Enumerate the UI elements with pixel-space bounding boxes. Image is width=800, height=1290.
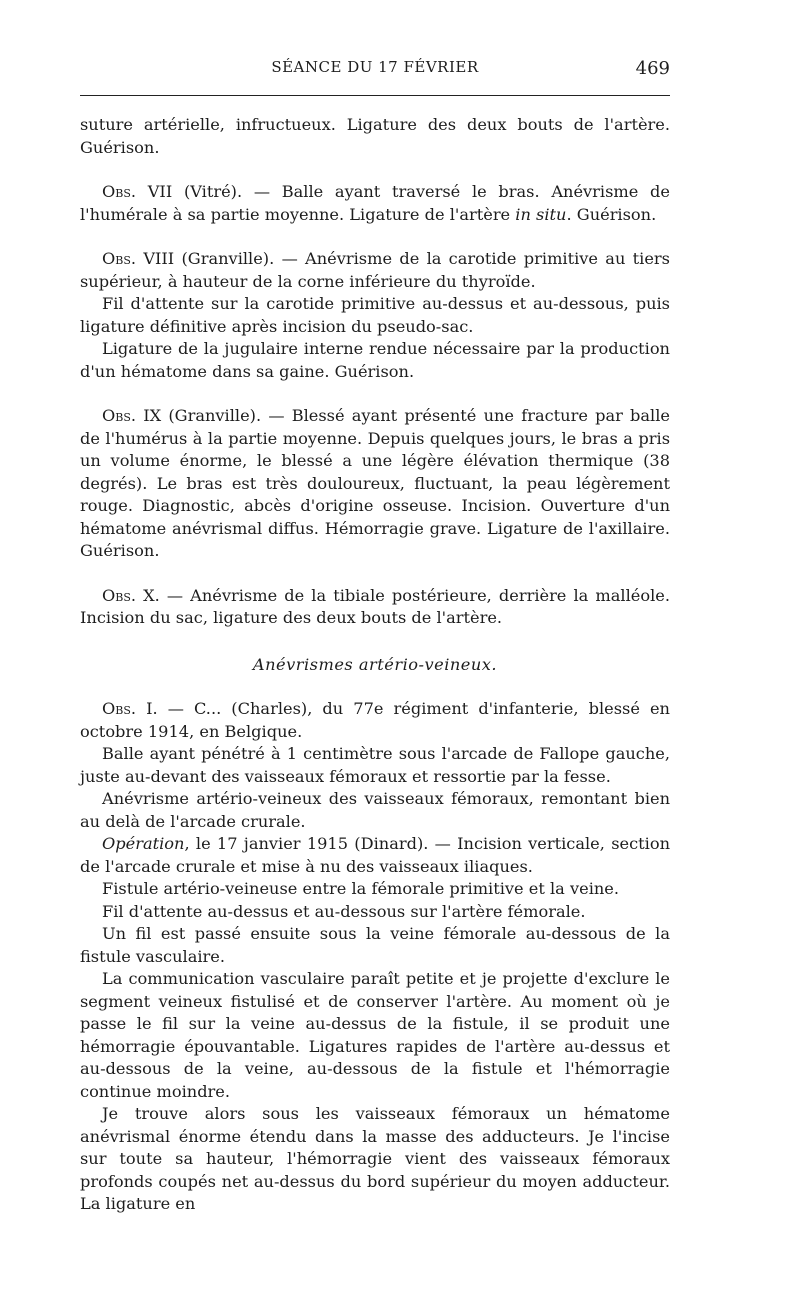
obs-label: Obs. VII (102, 182, 173, 201)
obs-label: Obs. X. (102, 585, 160, 605)
paragraph: Anévrisme artério-veineux des vaisseaux fémoraux, remontant bien au delà de l'arcade crurale. (80, 789, 670, 831)
obs-10: Obs. X. — Anévrisme de la tibiale postérieure, derrière la malléole. Incision du sac, ligature des deux bouts de l'artère. (80, 585, 670, 627)
paragraph: Un fil est passé ensuite sous la veine fémorale au-dessous de la fistule vasculaire. (80, 924, 670, 966)
paragraph: Fil d'attente au-dessus et au-dessous sur l'artère fémorale. (102, 901, 586, 921)
page-number: 469 (635, 58, 670, 79)
operation-label: Opération (102, 834, 185, 853)
obs-9: Obs. IX (Granville). — Blessé ayant présenté une fracture par balle de l'humérus à la partie moyenne. Depuis quelques jours, le bras a pris un volume énorme, le blessé a une légère élévation thermique (38 degrés). Le bras est très douloureux, fluctuant, la peau légèrement rouge. Diagnostic, abcès d'origine osseuse. Incision. Ouverture d'un hématome anévrismal diffus. Hémorragie grave. Ligature de l'axillaire. Guérison. (80, 406, 670, 560)
running-head: SÉANCE DU 17 FÉVRIER (271, 58, 479, 76)
paragraph: Balle ayant pénétré à 1 centimètre sous l'arcade de Fallope gauche, juste au-devant des vaisseaux fémoraux et ressortie par la fesse. (80, 744, 670, 786)
paragraph: Fistule artério-veineuse entre la fémorale primitive et la veine. (102, 879, 620, 898)
paragraph: Ligature de la jugulaire interne rendue nécessaire par la production d'un hématome dans sa gaine. Guérison. (80, 339, 670, 381)
obs-8: Obs. VIII (Granville). — Anévrisme de la carotide primitive au tiers supérieur, à hauteur de la corne inférieure du thyroïde. (80, 249, 670, 291)
paragraph: Fil d'attente sur la carotide primitive au-dessus et au-dessous, puis ligature définitive après incision du pseudo-sac. (80, 294, 670, 336)
obs-label: Obs. IX (102, 406, 162, 425)
paragraph: La communication vasculaire paraît petite et je projette d'exclure le segment veineux fistulisé et de conserver l'artère. Au moment où je passe le fil sur la veine au-dessus de la fistule, il se produit une hémorragie épouvantable. Ligatures rapides de l'artère au-dessus et au-dessous de la veine, au-dessous de la fistule et l'hémorragie continue moindre. (80, 969, 670, 1101)
paragraph-continuation: suture artérielle, infructueux. Ligature des deux bouts de l'artère. Guérison. (80, 115, 670, 157)
section-title: Anévrismes artério-veineux. (252, 654, 498, 674)
obs-1: Obs. I. — C... (Charles), du 77e régiment d'infanterie, blessé en octobre 1914, en Belgique. (80, 699, 670, 741)
page-header (80, 58, 670, 86)
obs-label: Obs. VIII (102, 249, 175, 268)
header-rule (80, 95, 670, 96)
paragraph: Je trouve alors sous les vaisseaux fémoraux un hématome anévrismal énorme étendu dans la masse des adducteurs. Je l'incise sur toute sa hauteur, l'hémorragie vient des vaisseaux fémoraux profonds coupés net au-dessus du bord supérieur du moyen adducteur. La ligature en (80, 1104, 670, 1213)
operation-paragraph: Opération, le 17 janvier 1915 (Dinard). — Incision verticale, section de l'arcade crurale et mise à nu des vaisseaux iliaques. (80, 834, 670, 876)
obs-label: Obs. I. (102, 699, 158, 718)
obs-7: Obs. VII (Vitré). — Balle ayant traversé le bras. Anévrisme de l'humérale à sa partie moyenne. Ligature de l'artère in situ. Guérison. (80, 182, 670, 224)
page-body (80, 114, 670, 1216)
